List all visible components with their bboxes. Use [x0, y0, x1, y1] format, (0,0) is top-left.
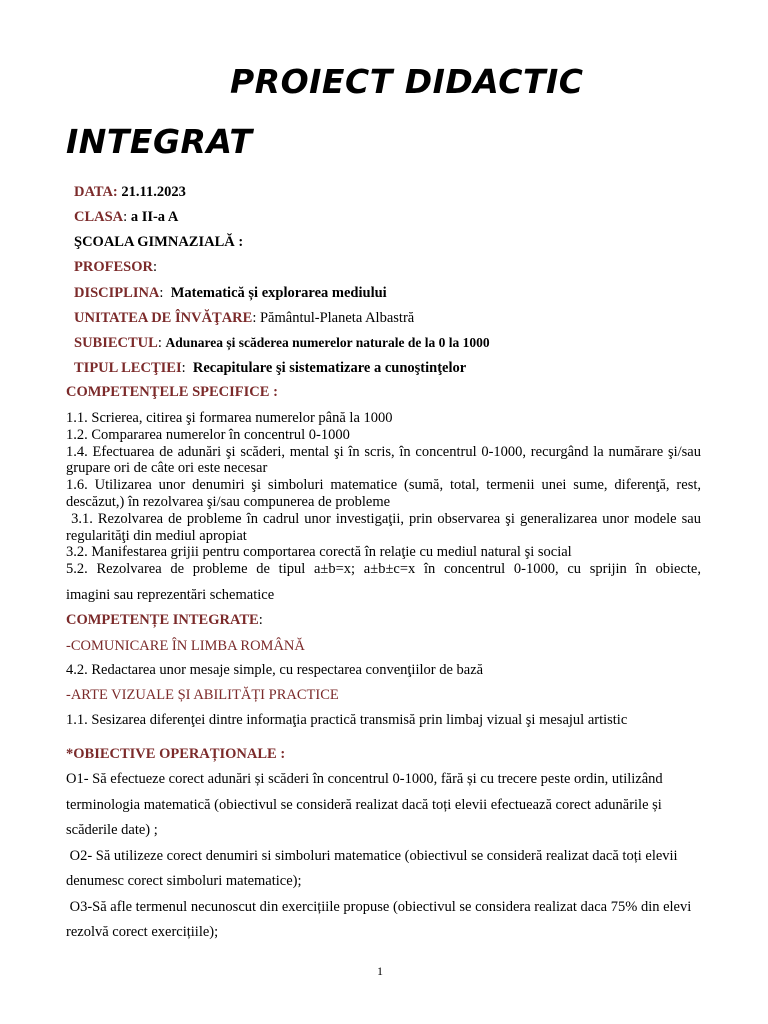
meta-scoala-row [74, 234, 243, 251]
competenta-item: 1.4. Efectuarea de adunări şi scăderi, mental şi în scris, în concentrul 0-1000, recurgând la numărare şi/sau grupare ori de câte ori este necesar [66, 443, 701, 477]
competente-specifice-list [66, 410, 705, 578]
meta-subiectul-row: SUBIECTUL: Adunarea și scăderea numerelor naturale de la 0 la 1000 [74, 335, 490, 351]
meta-profesor-label: PROFESOR [74, 259, 153, 275]
meta-unitatea-label: UNITATEA DE ÎNVĂŢARE [74, 310, 253, 326]
meta-clasa-label: CLASA [74, 209, 124, 225]
meta-tipul-row: TIPUL LECŢIEI: Recapitulare şi sistematizare a cunoştinţelor [74, 360, 467, 376]
meta-scoala-label: ŞCOALA GIMNAZIALĂ : [74, 234, 244, 250]
obiective-heading: *OBIECTIVE OPERAȚIONALE : [66, 746, 286, 762]
meta-disciplina-value: Matematică și explorarea mediului [170, 285, 387, 301]
meta-disciplina-label: DISCIPLINA [74, 285, 160, 301]
page-number: 1 [377, 964, 383, 978]
comunicare-romana-item: 4.2. Redactarea unor mesaje simple, cu respectarea convenţiilor de bază [66, 662, 484, 678]
obiectiv-o2: O2- Să utilizeze corect denumiri si simboluri matematice (obiectivul se consideră realizat dacă toți elevii denumesc corect simboluri matematice); [66, 847, 682, 889]
meta-data-value: 21.11.2023 [121, 184, 186, 200]
document-title-line1: PROIECT DIDACTIC [230, 62, 584, 101]
competenta-item: 1.1. Scrierea, citirea şi formarea numerelor până la 1000 [66, 410, 393, 426]
obiectiv-o1: O1- Să efectueze corect adunări și scăderi în concentrul 0-1000, fără și cu trecere peste ordin, utilizând terminologia matematică (obiectivul se consideră realizat dacă toți elevii efectuează corect adunările și scăderile date) ; [66, 771, 663, 838]
arte-vizuale-item: 1.1. Sesizarea diferenţei dintre informaţia practică transmisă prin limbaj vizual şi mesajul artistic [66, 712, 628, 728]
competente-integrate-heading-text: COMPETENȚE INTEGRATE [66, 612, 259, 628]
document-title-line2: INTEGRAT [66, 122, 253, 161]
obiective-list [66, 767, 701, 946]
arte-vizuale-title-text: -ARTE VIZUALE ȘI ABILITĂȚI PRACTICE [66, 687, 339, 703]
meta-clasa-value: a II-a A [130, 209, 179, 225]
competente-specifice-heading: COMPETENŢELE SPECIFICE : [66, 384, 278, 400]
meta-tipul-value: Recapitulare şi sistematizare a cunoştinţelor [192, 360, 467, 376]
competente-integrate-heading [66, 612, 263, 629]
meta-subiectul-value: Adunarea și scăderea numerelor naturale de la 0 la 1000 [165, 335, 490, 350]
meta-tipul-label: TIPUL LECŢIEI [74, 360, 182, 376]
competenta-item: 1.2. Compararea numerelor în concentrul 0-1000 [66, 426, 350, 443]
meta-data-row [74, 184, 186, 201]
meta-subiectul-label: SUBIECTUL [74, 335, 158, 351]
meta-data-label: DATA: [74, 184, 118, 200]
obiectiv-o3: O3-Să afle termenul necunoscut din exercițiile propuse (obiectivul se considera realizat daca 75% din elevi rezolvă corect exercițiile); [66, 898, 695, 940]
comunicare-romana-title-text: -COMUNICARE ÎN LIMBA ROMÂNĂ [66, 638, 305, 654]
meta-clasa-row: CLASA: a II-a A [74, 209, 179, 225]
arte-vizuale-title [66, 687, 701, 704]
competenta-item: 3.2. Manifestarea grijii pentru comportarea corectă în relaţie cu mediul natural şi social [66, 544, 572, 561]
competenta-item-continuation: imagini sau reprezentări schematice [66, 587, 275, 603]
meta-unitatea-row: UNITATEA DE ÎNVĂŢARE: Pământul-Planeta Albastră [74, 310, 415, 326]
competenta-item: 5.2. Rezolvarea de probleme de tipul a±b=x; a±b±c=x în concentrul 0-1000, cu sprijin în obiecte, [66, 561, 701, 578]
meta-unitatea-value: Pământul-Planeta Albastră [259, 310, 415, 326]
meta-disciplina-row: DISCIPLINA: Matematică și explorarea mediului [74, 285, 387, 301]
competenta-item: 1.6. Utilizarea unor denumiri şi simboluri matematice (sumă, total, termenii unei sume, diferenţă, rest, descăzut,) în rezolvarea şi/sau compunerea de probleme [66, 477, 701, 510]
meta-profesor-row: PROFESOR: [74, 259, 157, 275]
competenta-item: 3.1. Rezolvarea de probleme în cadrul unor investigaţii, prin observarea şi generalizarea unor modele sau regularităţi din mediul apropiat [66, 510, 705, 544]
competente-integrate-heading-colon: : [258, 612, 263, 628]
comunicare-romana-title [66, 638, 701, 655]
